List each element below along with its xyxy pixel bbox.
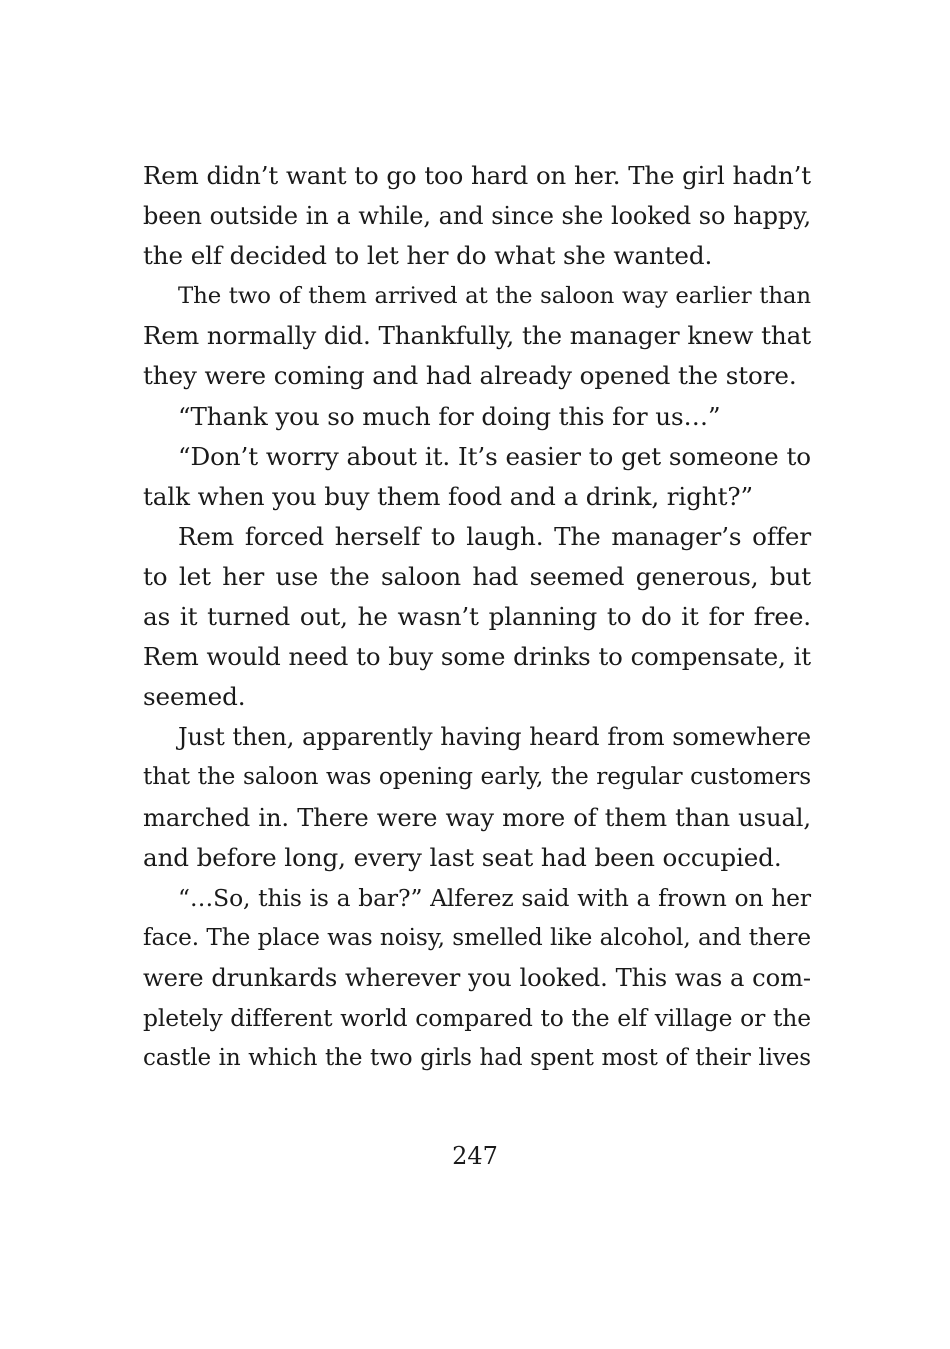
text-line: “…So, this is a bar?” Alferez said with a frown on her [178, 883, 811, 912]
text-line: were drunkards wherever you looked. This was a com- [143, 963, 811, 992]
text-line: Rem forced herself to laugh. The manager’s offer [178, 521, 811, 551]
text-line: pletely different world compared to the elf village or the [143, 1003, 811, 1032]
text-line: and before long, every last seat had been occupied. [143, 842, 782, 872]
text-line: they were coming and had already opened the store. [143, 361, 797, 391]
page-number: 247 [452, 1142, 498, 1170]
text-line: Rem normally did. Thankfully, the manager knew that [143, 321, 811, 351]
text-line: that the saloon was opening early, the regular customers [143, 763, 811, 791]
text-line: marched in. There were way more of them than usual, [143, 803, 811, 832]
text-line: face. The place was noisy, smelled like alcohol, and there [143, 923, 811, 951]
text-line: “Thank you so much for doing this for us…” [178, 401, 721, 431]
text-line: castle in which the two girls had spent most of their lives [143, 1045, 811, 1072]
text-line: seemed. [143, 682, 246, 712]
text-line: talk when you buy them food and a drink, right?” [143, 481, 753, 511]
text-line: the elf decided to let her do what she wanted. [143, 241, 713, 271]
body-text [143, 156, 811, 1078]
text-line: Just then, apparently having heard from somewhere [178, 723, 811, 752]
text-line: Rem would need to buy some drinks to compensate, it [143, 642, 811, 672]
text-line: The two of them arrived at the saloon way earlier than [178, 283, 811, 310]
text-line: Rem didn’t want to go too hard on her. The girl hadn’t [143, 161, 811, 190]
text-line: been outside in a while, and since she looked so happy, [143, 202, 811, 231]
text-line: “Don’t worry about it. It’s easier to get someone to [178, 441, 811, 471]
text-line: as it turned out, he wasn’t planning to do it for free. [143, 602, 811, 632]
text-line: to let her use the saloon had seemed generous, but [143, 561, 811, 591]
